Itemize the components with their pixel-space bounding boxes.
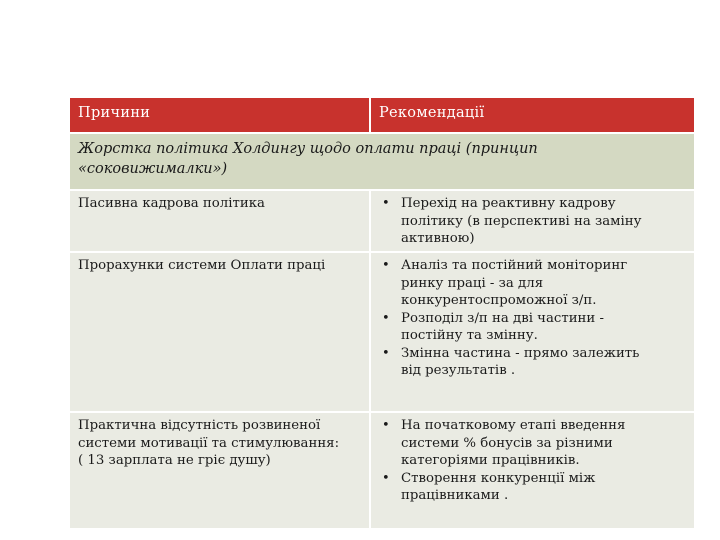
wide-row-line-1: Жорстка політика Холдингу щодо оплати праці (принцип (78, 141, 538, 157)
list-item (379, 345, 686, 380)
recommendation-cell (371, 191, 694, 251)
list-item-line: від результатів . (401, 363, 516, 378)
list-item (379, 417, 686, 470)
header-recommendations: Рекомендації (371, 98, 694, 132)
list-item-line: Перехід на реактивну кадрову (401, 196, 616, 211)
bullet-icon: • (382, 258, 390, 273)
list-item (379, 470, 686, 505)
bullet-icon: • (382, 470, 390, 486)
list-item-line: працівниками . (401, 488, 509, 503)
header-causes: Причини (70, 98, 369, 132)
list-item-line: категоріями працівників. (401, 453, 580, 468)
cause-cell (70, 413, 369, 528)
list-item (379, 310, 686, 345)
cause-cell: Пасивна кадрова політика (70, 191, 369, 251)
list-item-line: Розподіл з/п на дві частини - (401, 310, 605, 326)
list-item-line: активною) (401, 231, 475, 246)
list-item-line: ринку праці - за для (401, 275, 544, 291)
bullet-icon: • (382, 345, 390, 361)
list-item-line: системи % бонусів за різними (401, 435, 613, 451)
recommendation-cell (371, 413, 694, 528)
list-item-line: Змінна частина - прямо залежить (401, 345, 640, 361)
list-item (379, 257, 686, 310)
cause-line: системи мотивації та стимулювання: (78, 435, 340, 451)
table-row (70, 253, 694, 411)
recommendation-list (379, 417, 686, 505)
list-item-line: постійну та змінну. (401, 328, 538, 343)
wide-row-line-2: «соковижималки») (78, 161, 228, 177)
list-item-line: конкурентоспроможної з/п. (401, 293, 597, 308)
list-item-line: Аналіз та постійний моніторинг (401, 258, 628, 273)
list-item (379, 195, 686, 248)
table-row (70, 413, 694, 528)
cause-cell: Прорахунки системи Оплати праці (70, 253, 369, 411)
wide-row-rigid-policy (70, 134, 694, 189)
list-item-line: На початковому етапі введення (401, 418, 626, 433)
bullet-icon: • (382, 310, 390, 326)
recommendation-list (379, 257, 686, 380)
table-row (70, 191, 694, 251)
recommendation-cell (371, 253, 694, 411)
cause-line: Практична відсутність розвиненої (78, 418, 321, 433)
list-item-line: політику (в перспективі на заміну (401, 213, 642, 229)
list-item-line: Створення конкуренції між (401, 470, 596, 486)
recommendation-list (379, 195, 686, 248)
causes-recommendations-table (70, 98, 694, 528)
table-header-row (70, 98, 694, 132)
bullet-icon: • (382, 196, 390, 211)
bullet-icon: • (382, 418, 390, 433)
cause-line: ( 13 зарплата не гріє душу) (78, 453, 271, 468)
